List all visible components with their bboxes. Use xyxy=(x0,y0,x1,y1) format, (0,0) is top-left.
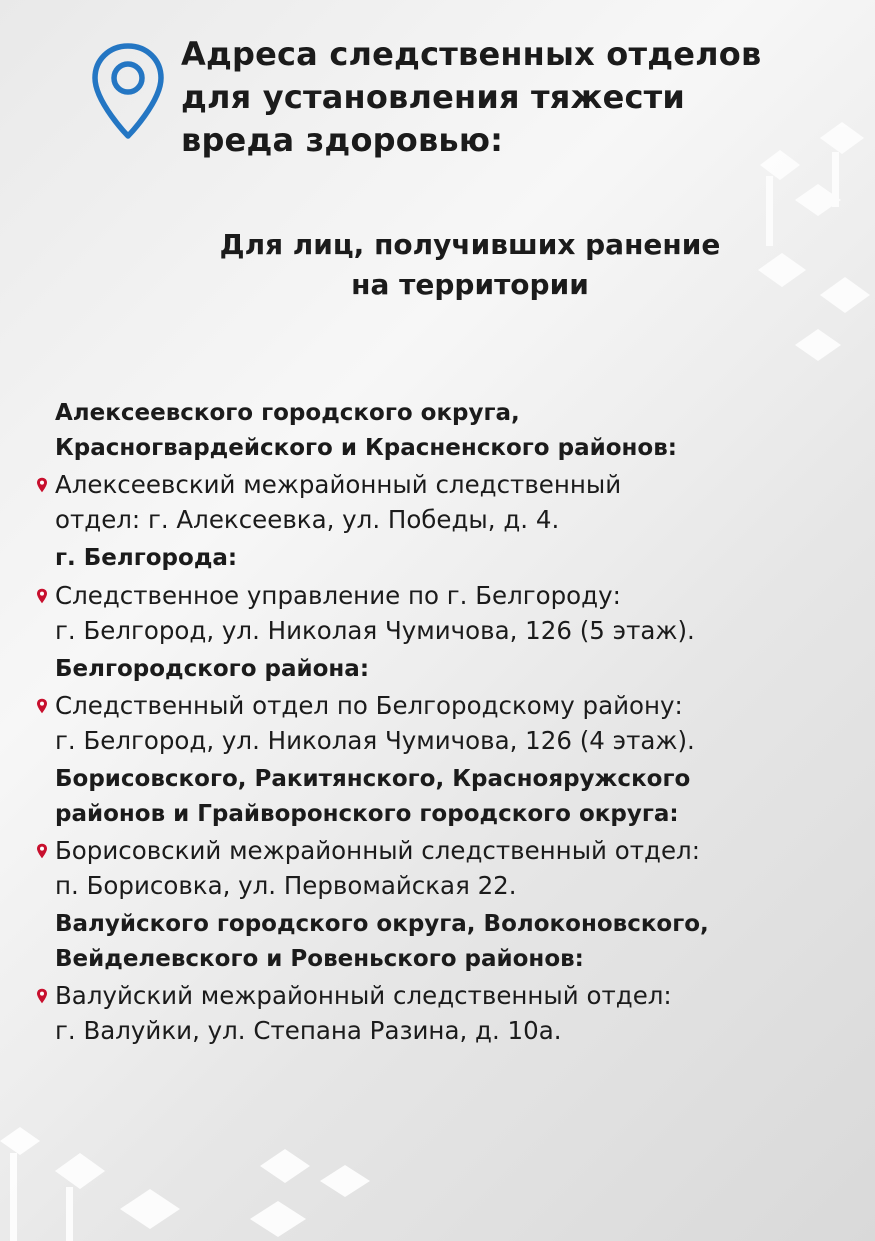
region-title-line: Алексеевского городского округа, xyxy=(55,400,520,426)
page-title xyxy=(181,33,861,162)
region-title-line: Борисовского, Ракитянского, Краснояружского xyxy=(55,766,691,792)
address-line: Борисовский межрайонный следственный отдел: xyxy=(55,836,700,865)
region-title xyxy=(55,762,855,831)
map-pin-icon xyxy=(36,698,48,714)
region-title-line: Валуйского городского округа, Волоконовского, xyxy=(55,911,709,937)
map-pin-icon xyxy=(36,843,48,859)
page-subtitle xyxy=(150,225,790,305)
decorative-pattern-bottom-left xyxy=(0,1121,430,1241)
address-entry xyxy=(55,578,855,648)
page-subtitle-line: Для лиц, получивших ранение xyxy=(219,228,721,261)
address-entry xyxy=(55,467,855,537)
region-section xyxy=(55,541,855,648)
region-title-line: г. Белгорода: xyxy=(55,545,238,571)
region-title xyxy=(55,396,855,465)
region-section xyxy=(55,396,855,537)
address-line: г. Валуйки, ул. Степана Разина, д. 10а. xyxy=(55,1016,562,1045)
region-title-line: районов и Грайворонского городского округа: xyxy=(55,800,679,827)
address-line: г. Белгород, ул. Николая Чумичова, 126 (4 этаж). xyxy=(55,726,695,755)
region-title xyxy=(55,652,855,687)
address-line: г. Белгород, ул. Николая Чумичова, 126 (5 этаж). xyxy=(55,615,695,645)
address-line: отдел: г. Алексеевка, ул. Победы, д. 4. xyxy=(55,505,560,534)
map-pin-icon xyxy=(36,477,48,493)
region-title xyxy=(55,541,855,576)
region-title-line: Вейделевского и Ровеньского районов: xyxy=(55,945,584,972)
map-pin-icon xyxy=(36,588,48,604)
region-title-line: Белгородского района: xyxy=(55,655,370,682)
region-title xyxy=(55,907,855,976)
address-list xyxy=(55,396,855,1052)
map-pin-outline-icon xyxy=(89,42,167,142)
page-subtitle-line: на территории xyxy=(351,268,589,301)
address-line: Следственное управление по г. Белгороду: xyxy=(55,580,621,610)
address-entry xyxy=(55,833,855,903)
page-title-line: Адреса следственных отделов xyxy=(181,35,762,73)
region-section xyxy=(55,652,855,759)
address-line: Алексеевский межрайонный следственный xyxy=(55,470,622,499)
address-line: Валуйский межрайонный следственный отдел: xyxy=(55,981,672,1010)
address-line: Следственный отдел по Белгородскому району: xyxy=(55,691,683,720)
region-section xyxy=(55,762,855,903)
page-title-line: вреда здоровью: xyxy=(181,121,504,159)
address-entry xyxy=(55,688,855,758)
address-line: п. Борисовка, ул. Первомайская 22. xyxy=(55,871,517,900)
address-entry xyxy=(55,978,855,1048)
map-pin-icon xyxy=(36,988,48,1004)
region-title-line: Красногвардейского и Красненского районов: xyxy=(55,434,677,461)
region-section xyxy=(55,907,855,1048)
page-title-line: для установления тяжести xyxy=(181,78,686,116)
